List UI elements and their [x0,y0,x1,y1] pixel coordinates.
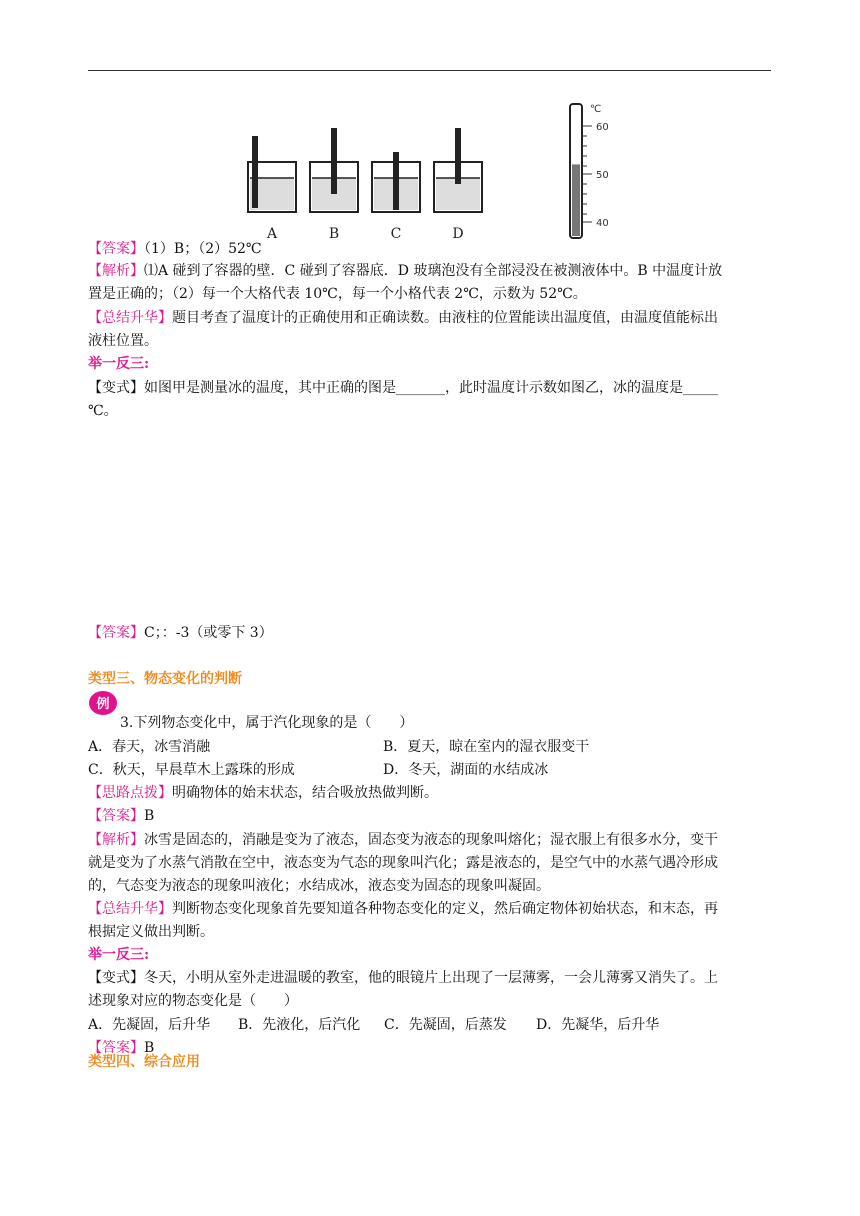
q3-variant-answer-text: B [144,1040,155,1056]
beaker-label-b: B [328,226,340,242]
q2-practice-heading: 举一反三: [88,356,150,372]
beaker-label-d: D [452,226,464,242]
q2-analysis-line-1 [88,260,722,282]
q3-summary-line-2: 根据定义做出判断。 [88,924,214,940]
q3-analysis-text: 冰雪是固态的，消融是变为了液态，固态变为液态的现象叫熔化；湿衣服上有很多水分，变干 [144,832,718,848]
q2-summary-line-1 [88,307,718,329]
variant-answer-text: C；：-3（或零下 3） [144,625,273,641]
beaker-a [248,136,296,212]
thermometer-unit: ℃ [590,104,602,115]
thermometer-tick-60: 60 [596,122,609,133]
beaker-b [310,128,358,212]
variant-answer-tag: 【答案】 [88,625,144,641]
q3-variant-option-b: B．先液化，后汽化 [238,1017,361,1033]
hint-text: 明确物体的始末状态，结合吸放热做判断。 [172,785,438,801]
section-4-heading: 类型四、综合应用 [88,1054,200,1070]
q3-summary-tag: 【总结升华】 [88,901,172,917]
q2-variant-line-1: 【变式】如图甲是测量冰的温度，其中正确的图是_______，此时温度计示数如图乙，冰的温度是_____ [88,380,718,396]
q3-variant-line-2: 述现象对应的物态变化是（ ） [88,993,298,1009]
q3-answer [88,805,154,827]
q3-variant-option-d: D．先凝华，后升华 [536,1017,660,1033]
thermometer-tick-40: 40 [596,218,609,229]
q3-options-row-2 [88,759,548,781]
summary-text: 题目考查了温度计的正确使用和正确读数。由液柱的位置能读出温度值，由温度值能标出 [172,310,718,326]
q3-variant-options [88,1014,659,1036]
q3-analysis-line-3: 的，气态变为液态的现象叫液化；水结成冰，液态变为固态的现象叫凝固。 [88,878,550,894]
q3-hint [88,782,438,804]
beaker-c [372,152,420,212]
example-badge [88,690,118,716]
q3-summary-line-1 [88,898,718,920]
beaker-label-c: C [390,226,402,242]
example-badge-text: 例 [96,697,110,712]
header-rule [88,70,771,71]
q2-variant-line-2: ℃。 [88,403,118,419]
thermometer-liquid-column [572,164,580,236]
q3-option-d: D．冬天，湖面的水结成冰 [383,762,549,778]
q3-practice-heading: 举一反三: [88,947,150,963]
hint-tag: 【思路点拨】 [88,785,172,801]
q3-analysis-line-2: 就是变为了水蒸气消散在空中，液态变为气态的现象叫汽化；露是液态的，是空气中的水蒸气遇冷形成 [88,855,718,871]
q3-answer-tag: 【答案】 [88,808,144,824]
beaker-label-a: A [266,226,278,242]
beaker-d [434,128,482,212]
q3-variant-option-c: C．先凝固，后蒸发 [384,1017,507,1033]
q3-question: 3.下列物态变化中，属于汽化现象的是（ ） [120,715,414,731]
q3-variant-answer-tag: 【答案】 [88,1040,144,1056]
q3-option-a: A．春天，冰雪消融 [88,739,211,755]
analysis-tag: 【解析】 [88,263,144,279]
q3-option-c: C．秋天，早晨草木上露珠的形成 [88,762,295,778]
analysis-text: ⑴A 碰到了容器的壁．C 碰到了容器底．D 玻璃泡没有全部浸没在被测液体中。B 中温度计放 [144,263,723,279]
q3-variant-option-a: A．先凝固，后升华 [88,1017,211,1033]
q2-analysis-line-2: 置是正确的；（2）每一个大格代表 10℃，每一个小格代表 2℃，示数为 52℃。 [88,286,587,302]
q2-summary-line-2: 液柱位置。 [88,333,158,349]
answer-text: （1）B；（2）52℃ [144,241,262,257]
q2-variant-answer [88,622,273,644]
q2-answer [88,238,262,260]
thermometer-figure [556,98,636,242]
q3-answer-text: B [144,808,155,824]
q3-option-b: B．夏天，晾在室内的湿衣服变干 [383,739,590,755]
section-3-heading: 类型三、物态变化的判断 [88,671,242,687]
thermometer-tick-50: 50 [596,170,609,181]
q3-variant-line-1: 【变式】冬天，小明从室外走进温暖的教室，他的眼镜片上出现了一层薄雾，一会儿薄雾又消失了。上 [88,970,718,986]
answer-tag: 【答案】 [88,241,144,257]
q3-analysis-tag: 【解析】 [88,832,144,848]
q3-options-row-1 [88,736,589,758]
q3-summary-text: 判断物态变化现象首先要知道各种物态变化的定义，然后确定物体初始状态，和末态，再 [172,901,718,917]
q3-analysis-line-1 [88,829,718,851]
summary-tag: 【总结升华】 [88,310,172,326]
